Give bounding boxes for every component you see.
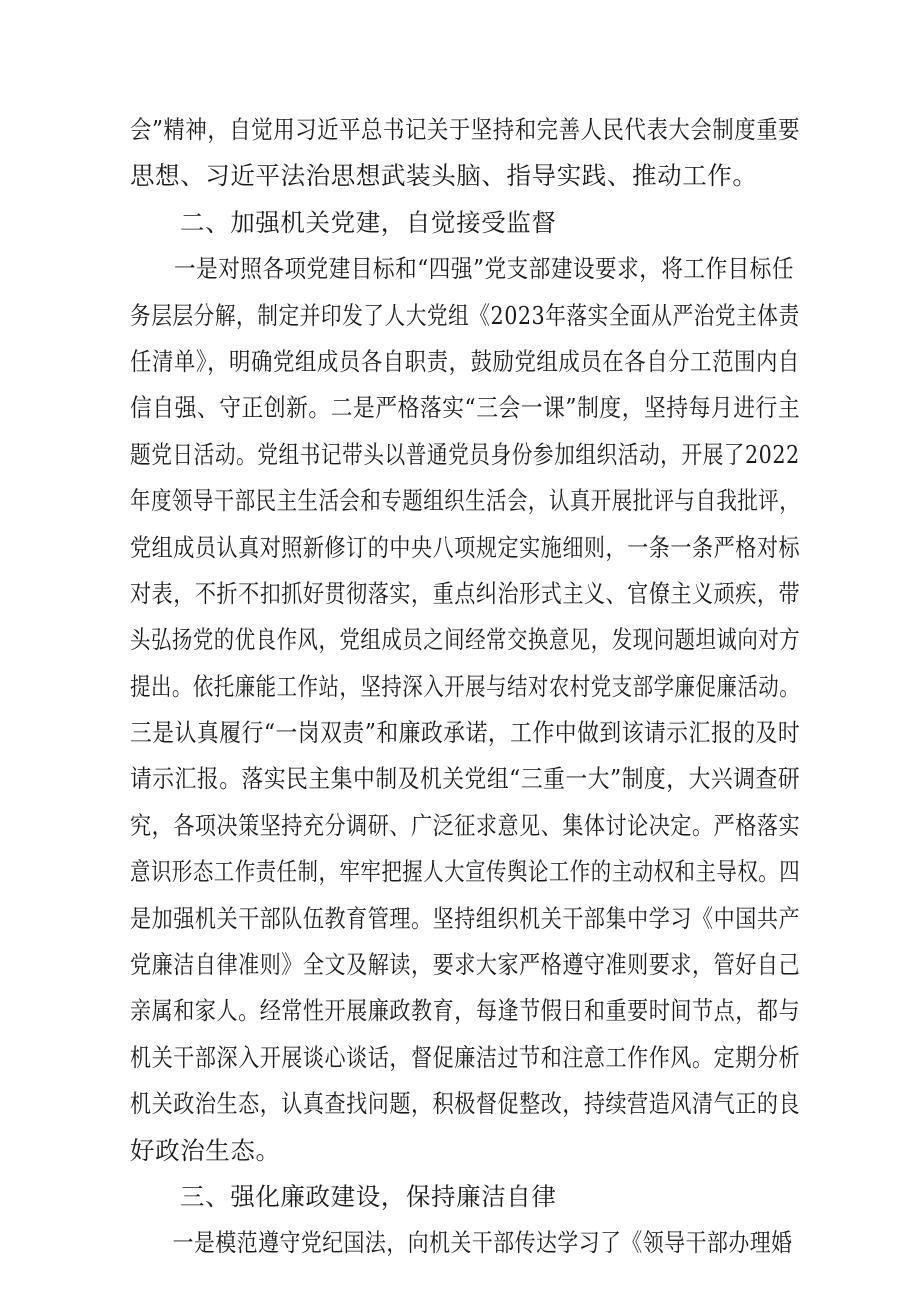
paragraph <box>130 107 800 200</box>
text-line: 思想、习近平法治思想武装头脑、指导实践、推动工作。 <box>130 161 758 191</box>
text-line: 三是认真履行“一岗双责”和廉政承诺，工作中做到该请示汇报的及时 <box>130 718 801 748</box>
text-line: 信自强、守正创新。二是严格落实“三会一课”制度，坚持每月进行主 <box>130 393 801 423</box>
heading-line: 三、强化廉政建设，保持廉洁自律 <box>180 1181 557 1211</box>
text-line: 会”精神，自觉用习近平总书记关于坚持和完善人民代表大会制度重要 <box>130 115 801 144</box>
text-line: 党廉洁自律准则》全文及解读，要求大家严格遵守准则要求，管好自己 <box>130 950 801 980</box>
section-heading <box>130 1174 800 1220</box>
text-line: 机关政治生态，认真查找问题，积极督促整改，持续营造风清气正的良 <box>130 1089 801 1119</box>
text-line: 一是模范遵守党纪国法，向机关干部传达学习了《领导干部办理婚 <box>172 1228 793 1258</box>
text-line: 机关干部深入开展谈心谈话，督促廉洁过节和注意工作作风。定期分析 <box>130 1042 801 1072</box>
text-line: 务层层分解，制定并印发了人大党组《2023年落实全面从严治党主体责 <box>130 300 800 330</box>
text-line: 对表，不折不扣抓好贯彻落实，重点纠治形式主义、官僚主义顽疾，带 <box>130 578 801 608</box>
text-line: 一是对照各项党建目标和“四强”党支部建设要求，将工作目标任 <box>174 254 795 284</box>
text-line: 党组成员认真对照新修订的中央八项规定实施细则，一条一条严格对标 <box>130 532 801 562</box>
text-line: 头弘扬党的优良作风，党组成员之间经常交换意见，发现问题坦诚向对方 <box>130 625 801 655</box>
text-line: 究，各项决策坚持充分调研、广泛征求意见、集体讨论决定。严格落实 <box>130 810 801 840</box>
text-line: 题党日活动。党组书记带头以普通党员身份参加组织活动，开展了2022 <box>130 439 800 469</box>
text-line: 好政治生态。 <box>130 1135 281 1165</box>
section-heading <box>130 200 800 246</box>
text-line: 亲属和家人。经常性开展廉政教育，每逢节假日和重要时间节点，都与 <box>130 996 801 1026</box>
text-line: 是加强机关干部队伍教育管理。坚持组织机关干部集中学习《中国共产 <box>130 903 801 933</box>
document-body <box>130 107 800 1267</box>
text-line: 提出。依托廉能工作站，坚持深入开展与结对农村党支部学廉促廉活动。 <box>130 671 801 701</box>
paragraph <box>130 246 800 1174</box>
paragraph <box>130 1220 800 1266</box>
text-line: 任清单》，明确党组成员各自职责，鼓励党组成员在各自分工范围内自 <box>130 346 800 376</box>
heading-line: 二、加强机关党建，自觉接受监督 <box>180 207 557 237</box>
text-line: 意识形态工作责任制，牢牢把握人大宣传舆论工作的主动权和主导权。四 <box>130 857 801 887</box>
text-line: 请示汇报。落实民主集中制及机关党组“三重一大”制度，大兴调查研 <box>130 764 801 794</box>
text-line: 年度领导干部民主生活会和专题组织生活会，认真开展批评与自我批评， <box>130 486 801 516</box>
